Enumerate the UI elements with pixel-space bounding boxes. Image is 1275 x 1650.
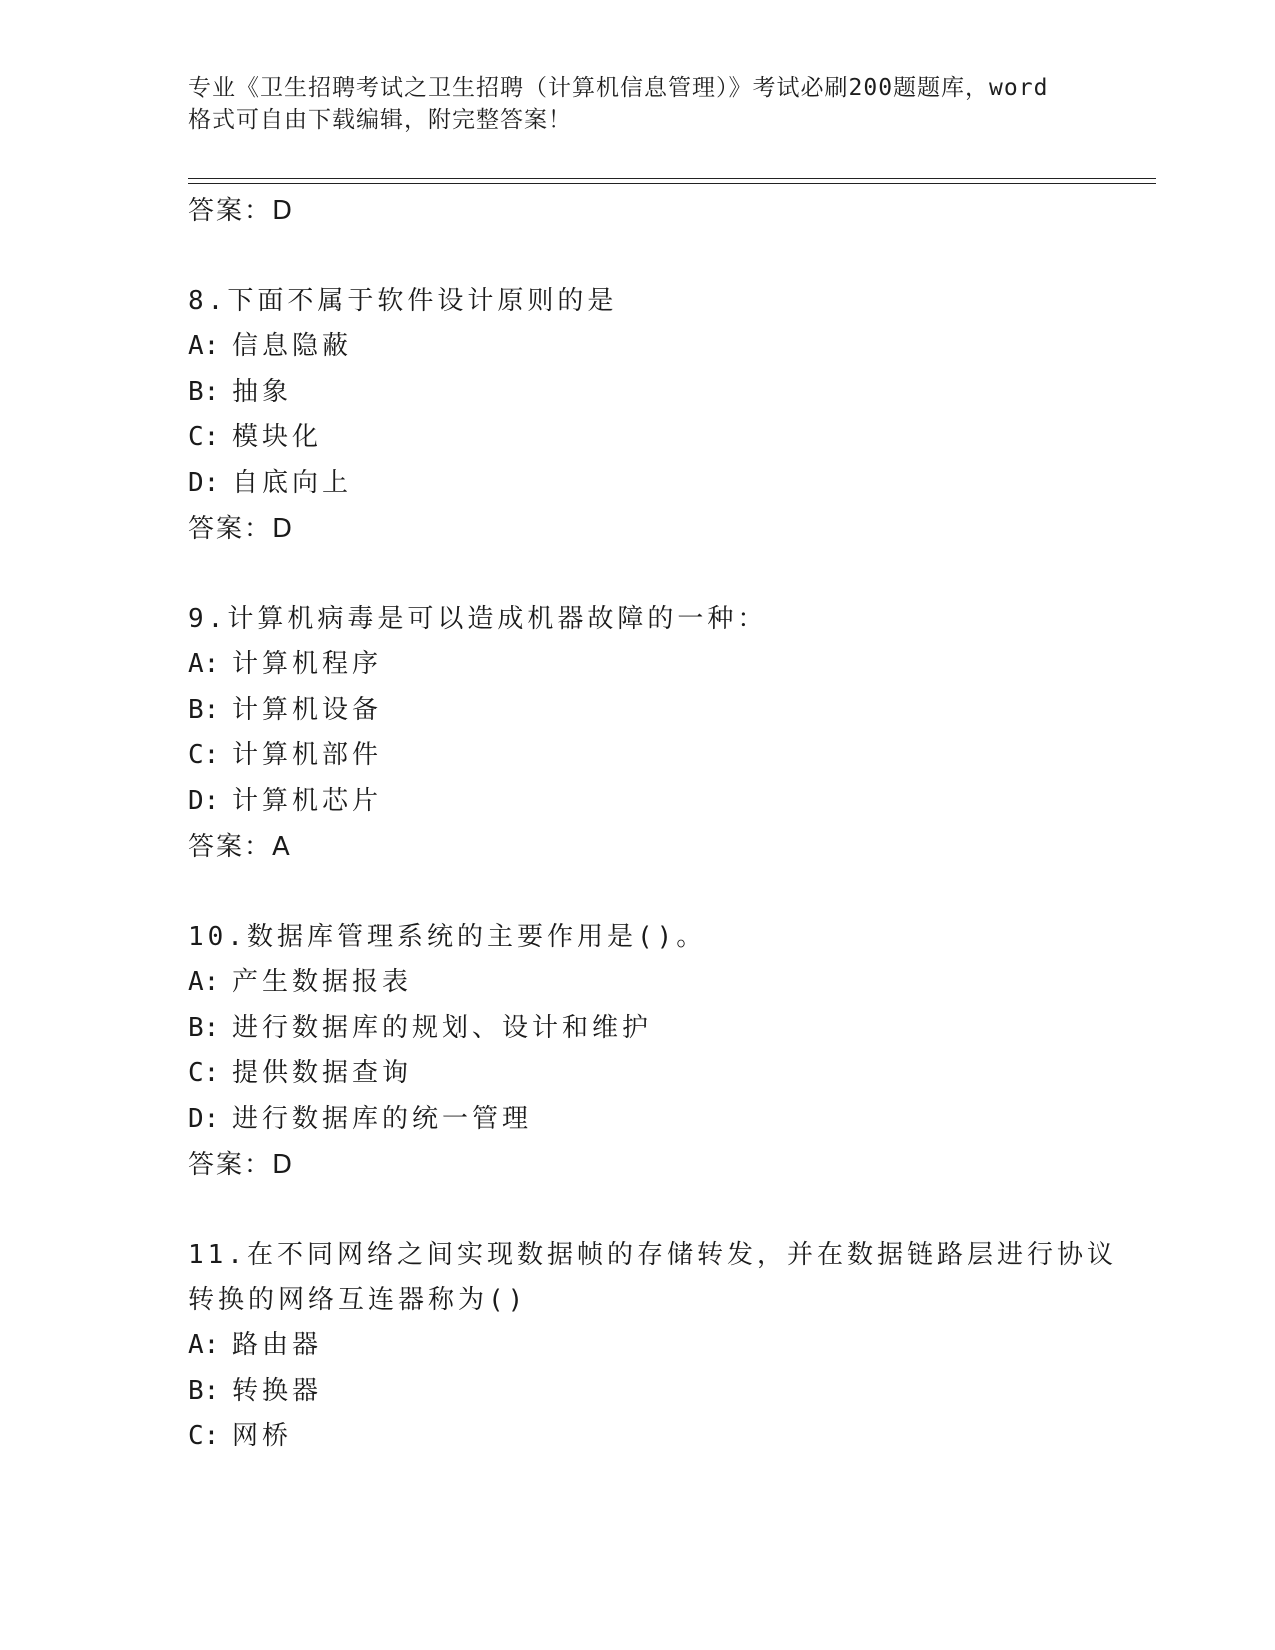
option-text: 模块化 xyxy=(232,422,323,452)
question-9 xyxy=(188,597,1148,642)
option-key: D: xyxy=(188,785,220,816)
option-key: D: xyxy=(188,467,220,498)
answer-label: 答案： xyxy=(188,1150,273,1180)
option-key: B: xyxy=(188,376,220,407)
option-key: C: xyxy=(188,1058,220,1088)
answer-value: D xyxy=(272,514,294,544)
option-d xyxy=(188,461,1148,507)
question-11-continued xyxy=(188,1278,1148,1323)
answer-value: D xyxy=(272,196,294,226)
option-key: C: xyxy=(188,740,220,770)
spacer xyxy=(188,1188,1148,1233)
option-c xyxy=(188,733,1148,779)
spacer xyxy=(188,870,1148,915)
option-b xyxy=(188,1006,1148,1052)
page-header xyxy=(188,72,1088,136)
answer-value: A xyxy=(272,832,291,862)
option-text: 抽象 xyxy=(232,376,293,407)
question-number: 9. xyxy=(188,604,228,634)
option-text: 自底向上 xyxy=(232,467,353,498)
question-11 xyxy=(188,1233,1148,1278)
header-line-1: 专业《卫生招聘考试之卫生招聘（计算机信息管理）》考试必刷200题题库，word xyxy=(188,75,1049,101)
option-a xyxy=(188,642,1148,688)
option-text: 信息隐蔽 xyxy=(232,331,353,361)
option-c xyxy=(188,1414,1148,1460)
option-key: A: xyxy=(188,649,220,679)
option-key: A: xyxy=(188,331,220,361)
header-rule-top xyxy=(188,178,1156,179)
question-text: 数据库管理系统的主要作用是()。 xyxy=(246,922,707,952)
option-text: 计算机程序 xyxy=(232,649,383,679)
option-text: 路由器 xyxy=(232,1330,323,1360)
question-text-line-2: 转换的网络互连器称为() xyxy=(188,1285,528,1315)
question-list xyxy=(188,188,1148,1460)
option-a xyxy=(188,324,1148,370)
option-b xyxy=(188,1369,1148,1415)
option-c xyxy=(188,1051,1148,1097)
answer-line xyxy=(188,188,1148,234)
option-key: A: xyxy=(188,967,220,997)
answer-label: 答案： xyxy=(188,832,273,862)
option-d xyxy=(188,1097,1148,1143)
option-text: 网桥 xyxy=(232,1421,293,1451)
question-10 xyxy=(188,915,1148,960)
question-text: 下面不属于软件设计原则的是 xyxy=(227,286,618,316)
option-b xyxy=(188,370,1148,416)
spacer xyxy=(188,234,1148,279)
question-8 xyxy=(188,279,1148,324)
answer-label: 答案： xyxy=(188,196,273,226)
option-d xyxy=(188,779,1148,825)
question-number: 11. xyxy=(188,1240,247,1270)
answer-line xyxy=(188,1142,1148,1188)
header-line-2: 格式可自由下载编辑，附完整答案！ xyxy=(188,107,572,133)
option-text: 提供数据查询 xyxy=(232,1058,413,1088)
option-text: 计算机部件 xyxy=(232,740,383,770)
option-b xyxy=(188,688,1148,734)
option-key: B: xyxy=(188,1375,220,1406)
question-text-line-1: 在不同网络之间实现数据帧的存储转发，并在数据链路层进行协议 xyxy=(246,1240,1117,1270)
question-text: 计算机病毒是可以造成机器故障的一种： xyxy=(227,604,768,634)
option-text: 产生数据报表 xyxy=(232,967,413,997)
question-number: 10. xyxy=(188,922,247,952)
option-text: 计算机芯片 xyxy=(232,785,383,816)
answer-line xyxy=(188,506,1148,552)
option-key: B: xyxy=(188,1012,220,1043)
option-a xyxy=(188,1323,1148,1369)
answer-label: 答案： xyxy=(188,514,273,544)
option-text: 进行数据库的规划、设计和维护 xyxy=(232,1012,653,1043)
option-key: A: xyxy=(188,1330,220,1360)
question-number: 8. xyxy=(188,286,228,316)
option-a xyxy=(188,960,1148,1006)
option-text: 进行数据库的统一管理 xyxy=(232,1103,533,1134)
option-text: 转换器 xyxy=(232,1375,323,1406)
spacer xyxy=(188,552,1148,597)
option-key: C: xyxy=(188,1421,220,1451)
option-key: D: xyxy=(188,1103,220,1134)
option-key: C: xyxy=(188,422,220,452)
option-key: B: xyxy=(188,694,220,725)
answer-line xyxy=(188,824,1148,870)
header-rule-bottom xyxy=(188,183,1156,184)
option-c xyxy=(188,415,1148,461)
option-text: 计算机设备 xyxy=(232,694,383,725)
answer-value: D xyxy=(272,1150,294,1180)
